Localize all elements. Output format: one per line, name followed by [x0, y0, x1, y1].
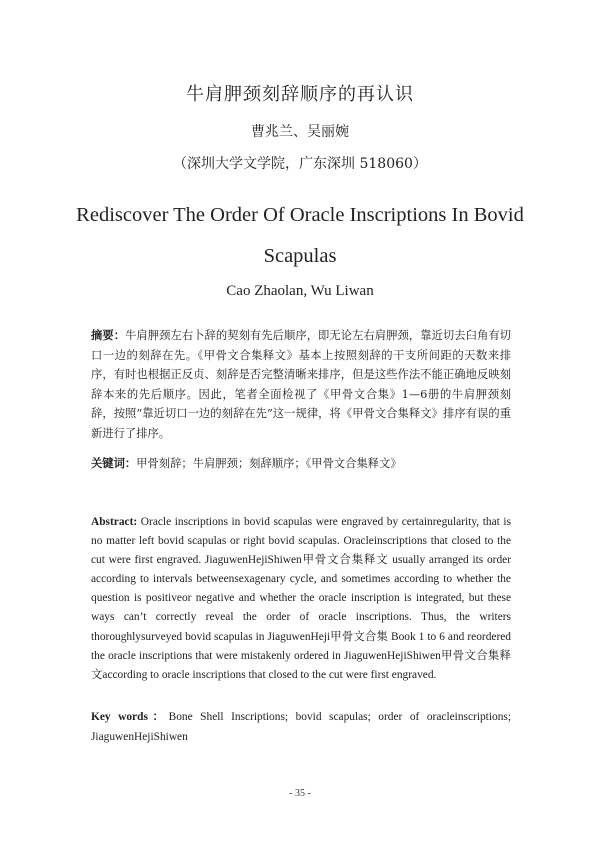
english-title-line-1: Rediscover The Order Of Oracle Inscriptions In Bovid: [76, 204, 524, 226]
english-abstract: [91, 513, 511, 685]
chinese-title: 牛肩胛颈刻辞顺序的再认识: [186, 84, 414, 105]
chinese-keywords-text: 甲骨刻辞；牛肩胛颈；刻辞顺序；《甲骨文合集释文》: [136, 457, 402, 470]
chinese-affiliation: （深圳大学文学院，广东深圳 518060）: [173, 156, 427, 172]
chinese-abstract-text: 牛肩胛颈左右卜辞的契刻有先后顺序，即无论左右肩胛颈，靠近切去臼角有切口一边的刻辞在先。《甲骨文合集释文》基本上按照刻辞的干支所间距的天数来排序，有时也根据正反贞、刻辞是否完整清晰来排序，但是这些作法不能正确地反映刻辞本来的先后顺序。因此，笔者全面检视了《甲骨文合集》1—6册的牛肩胛颈刻辞，按照“靠近切口一边的刻辞在先”这一规律，将《甲骨文合集释文》排序有误的重新进行了排序。: [91, 329, 511, 440]
english-abstract-label: Abstract:: [91, 516, 138, 528]
chinese-abstract: [91, 326, 511, 444]
chinese-keywords-label: 关键词：: [91, 456, 137, 470]
english-keywords-label: Key words：: [91, 711, 169, 723]
english-abstract-text: Oracle inscriptions in bovid scapulas were engraved by certainregularity, that is no matter left bovid scapulas or right bovid scapulas. Oracleinscriptions that closed to the cut were first engraved. JiaguwenHejiShiwen甲骨文合集释文 usually arranged its order according to intervals betweensexagenary cycle, and sometimes according to whether the question is positiveor negative and whether the oracle inscription is integrated, but these ways can’t correctly reveal the order of oracle inscriptions. Thus, the writers thoroughlysurveyed bovid scapulas in JiaguwenHeji甲骨文合集 Book 1 to 6 and reordered the oracle inscriptions that were mistakenly ordered in JiaguwenHejiShiwen甲骨文合集释文according to oracle inscriptions that closed to the cut were first engraved.: [91, 516, 511, 681]
chinese-abstract-label: 摘要：: [91, 328, 126, 342]
chinese-authors: 曹兆兰、吴丽婉: [251, 124, 349, 140]
chinese-keywords: [91, 454, 511, 474]
english-authors: Cao Zhaolan, Wu Liwan: [226, 283, 374, 299]
english-keywords: [91, 708, 511, 747]
english-keywords-text: Bone Shell Inscriptions; bovid scapulas; order of oracleinscriptions; JiaguwenHejiShiwen: [91, 711, 511, 743]
page-number: - 35 -: [289, 788, 311, 799]
english-title-line-2: Scapulas: [263, 245, 337, 267]
